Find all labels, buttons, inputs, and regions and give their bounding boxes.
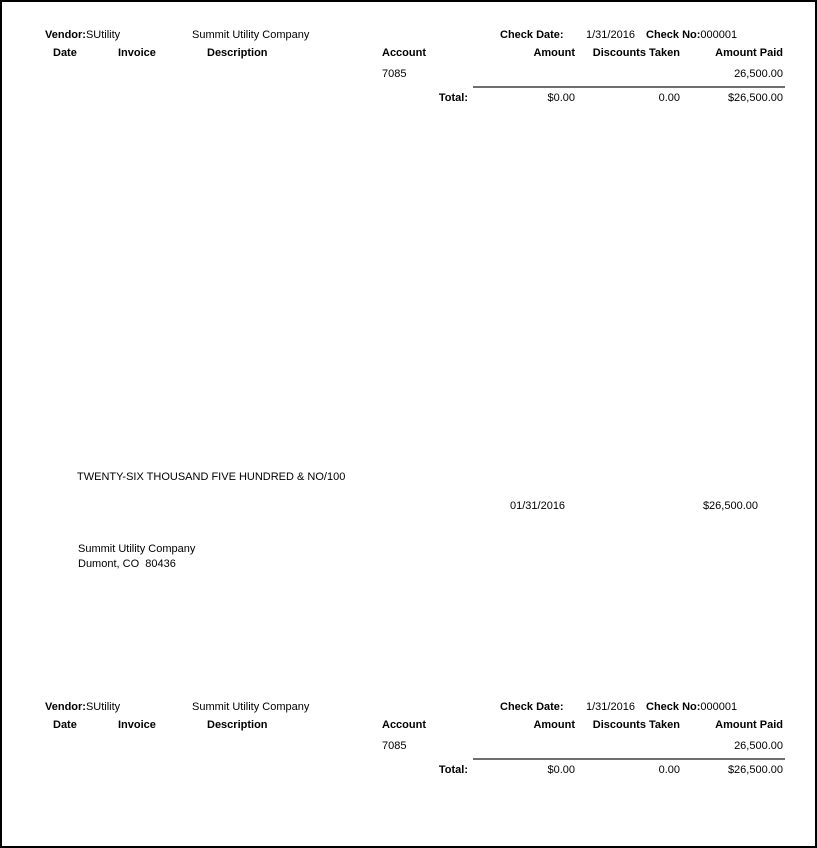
- total-amount-value: $0.00: [547, 92, 575, 104]
- check-no-value: 000001: [700, 29, 738, 41]
- check-no-label: Check No:: [646, 29, 701, 41]
- payee-name: Summit Utility Company: [78, 543, 196, 555]
- row-amount-paid-value: 26,500.00: [734, 740, 783, 752]
- column-header-invoice: Invoice: [118, 719, 156, 731]
- vendor-code: SUtility: [85, 29, 121, 41]
- vendor-line: [45, 701, 120, 714]
- column-header-description: Description: [207, 47, 268, 59]
- column-header-discounts-taken: Discounts Taken: [592, 719, 680, 731]
- check-no-line: [646, 29, 737, 42]
- check-amount-in-words: TWENTY-SIX THOUSAND FIVE HUNDRED & NO/100: [77, 471, 346, 483]
- row-account-value: 7085: [382, 68, 407, 80]
- vendor-label: Vendor:: [45, 701, 86, 713]
- column-header-account: Account: [382, 47, 426, 59]
- column-header-discounts-taken: Discounts Taken: [592, 47, 680, 59]
- check-no-label: Check No:: [646, 701, 701, 713]
- column-header-invoice: Invoice: [118, 47, 156, 59]
- check-date-value: 1/31/2016: [586, 701, 635, 713]
- payee-city-state-zip: Dumont, CO 80436: [78, 558, 176, 570]
- total-discounts-value: 0.00: [658, 92, 680, 104]
- total-amount-paid-value: $26,500.00: [727, 764, 783, 776]
- column-header-amount-paid: Amount Paid: [715, 47, 783, 59]
- vendor-name: Summit Utility Company: [192, 29, 310, 41]
- vendor-code: SUtility: [85, 701, 121, 713]
- column-header-amount: Amount: [533, 47, 575, 59]
- row-amount-paid-value: 26,500.00: [734, 68, 783, 80]
- total-amount-value: $0.00: [547, 764, 575, 776]
- total-label: Total:: [438, 92, 468, 104]
- totals-divider-line: [473, 86, 785, 88]
- column-header-amount-paid: Amount Paid: [715, 719, 783, 731]
- remittance-stub-top: [2, 29, 815, 139]
- total-amount-paid-value: $26,500.00: [727, 92, 783, 104]
- check-amount-numeric: $26,500.00: [702, 500, 758, 512]
- check-date-label: Check Date:: [500, 701, 564, 713]
- vendor-name: Summit Utility Company: [192, 701, 310, 713]
- totals-divider-line: [473, 758, 785, 760]
- check-no-line: [646, 701, 737, 714]
- total-discounts-value: 0.00: [658, 764, 680, 776]
- check-date-value: 1/31/2016: [586, 29, 635, 41]
- total-label: Total:: [438, 764, 468, 776]
- column-header-account: Account: [382, 719, 426, 731]
- check-date-label: Check Date:: [500, 29, 564, 41]
- check-no-value: 000001: [700, 701, 738, 713]
- vendor-label: Vendor:: [45, 29, 86, 41]
- column-header-date: Date: [53, 719, 77, 731]
- vendor-line: [45, 29, 120, 42]
- column-header-date: Date: [53, 47, 77, 59]
- row-account-value: 7085: [382, 740, 407, 752]
- column-header-amount: Amount: [533, 719, 575, 731]
- column-header-description: Description: [207, 719, 268, 731]
- check-date: 01/31/2016: [510, 500, 566, 512]
- remittance-stub-bottom: [2, 701, 815, 811]
